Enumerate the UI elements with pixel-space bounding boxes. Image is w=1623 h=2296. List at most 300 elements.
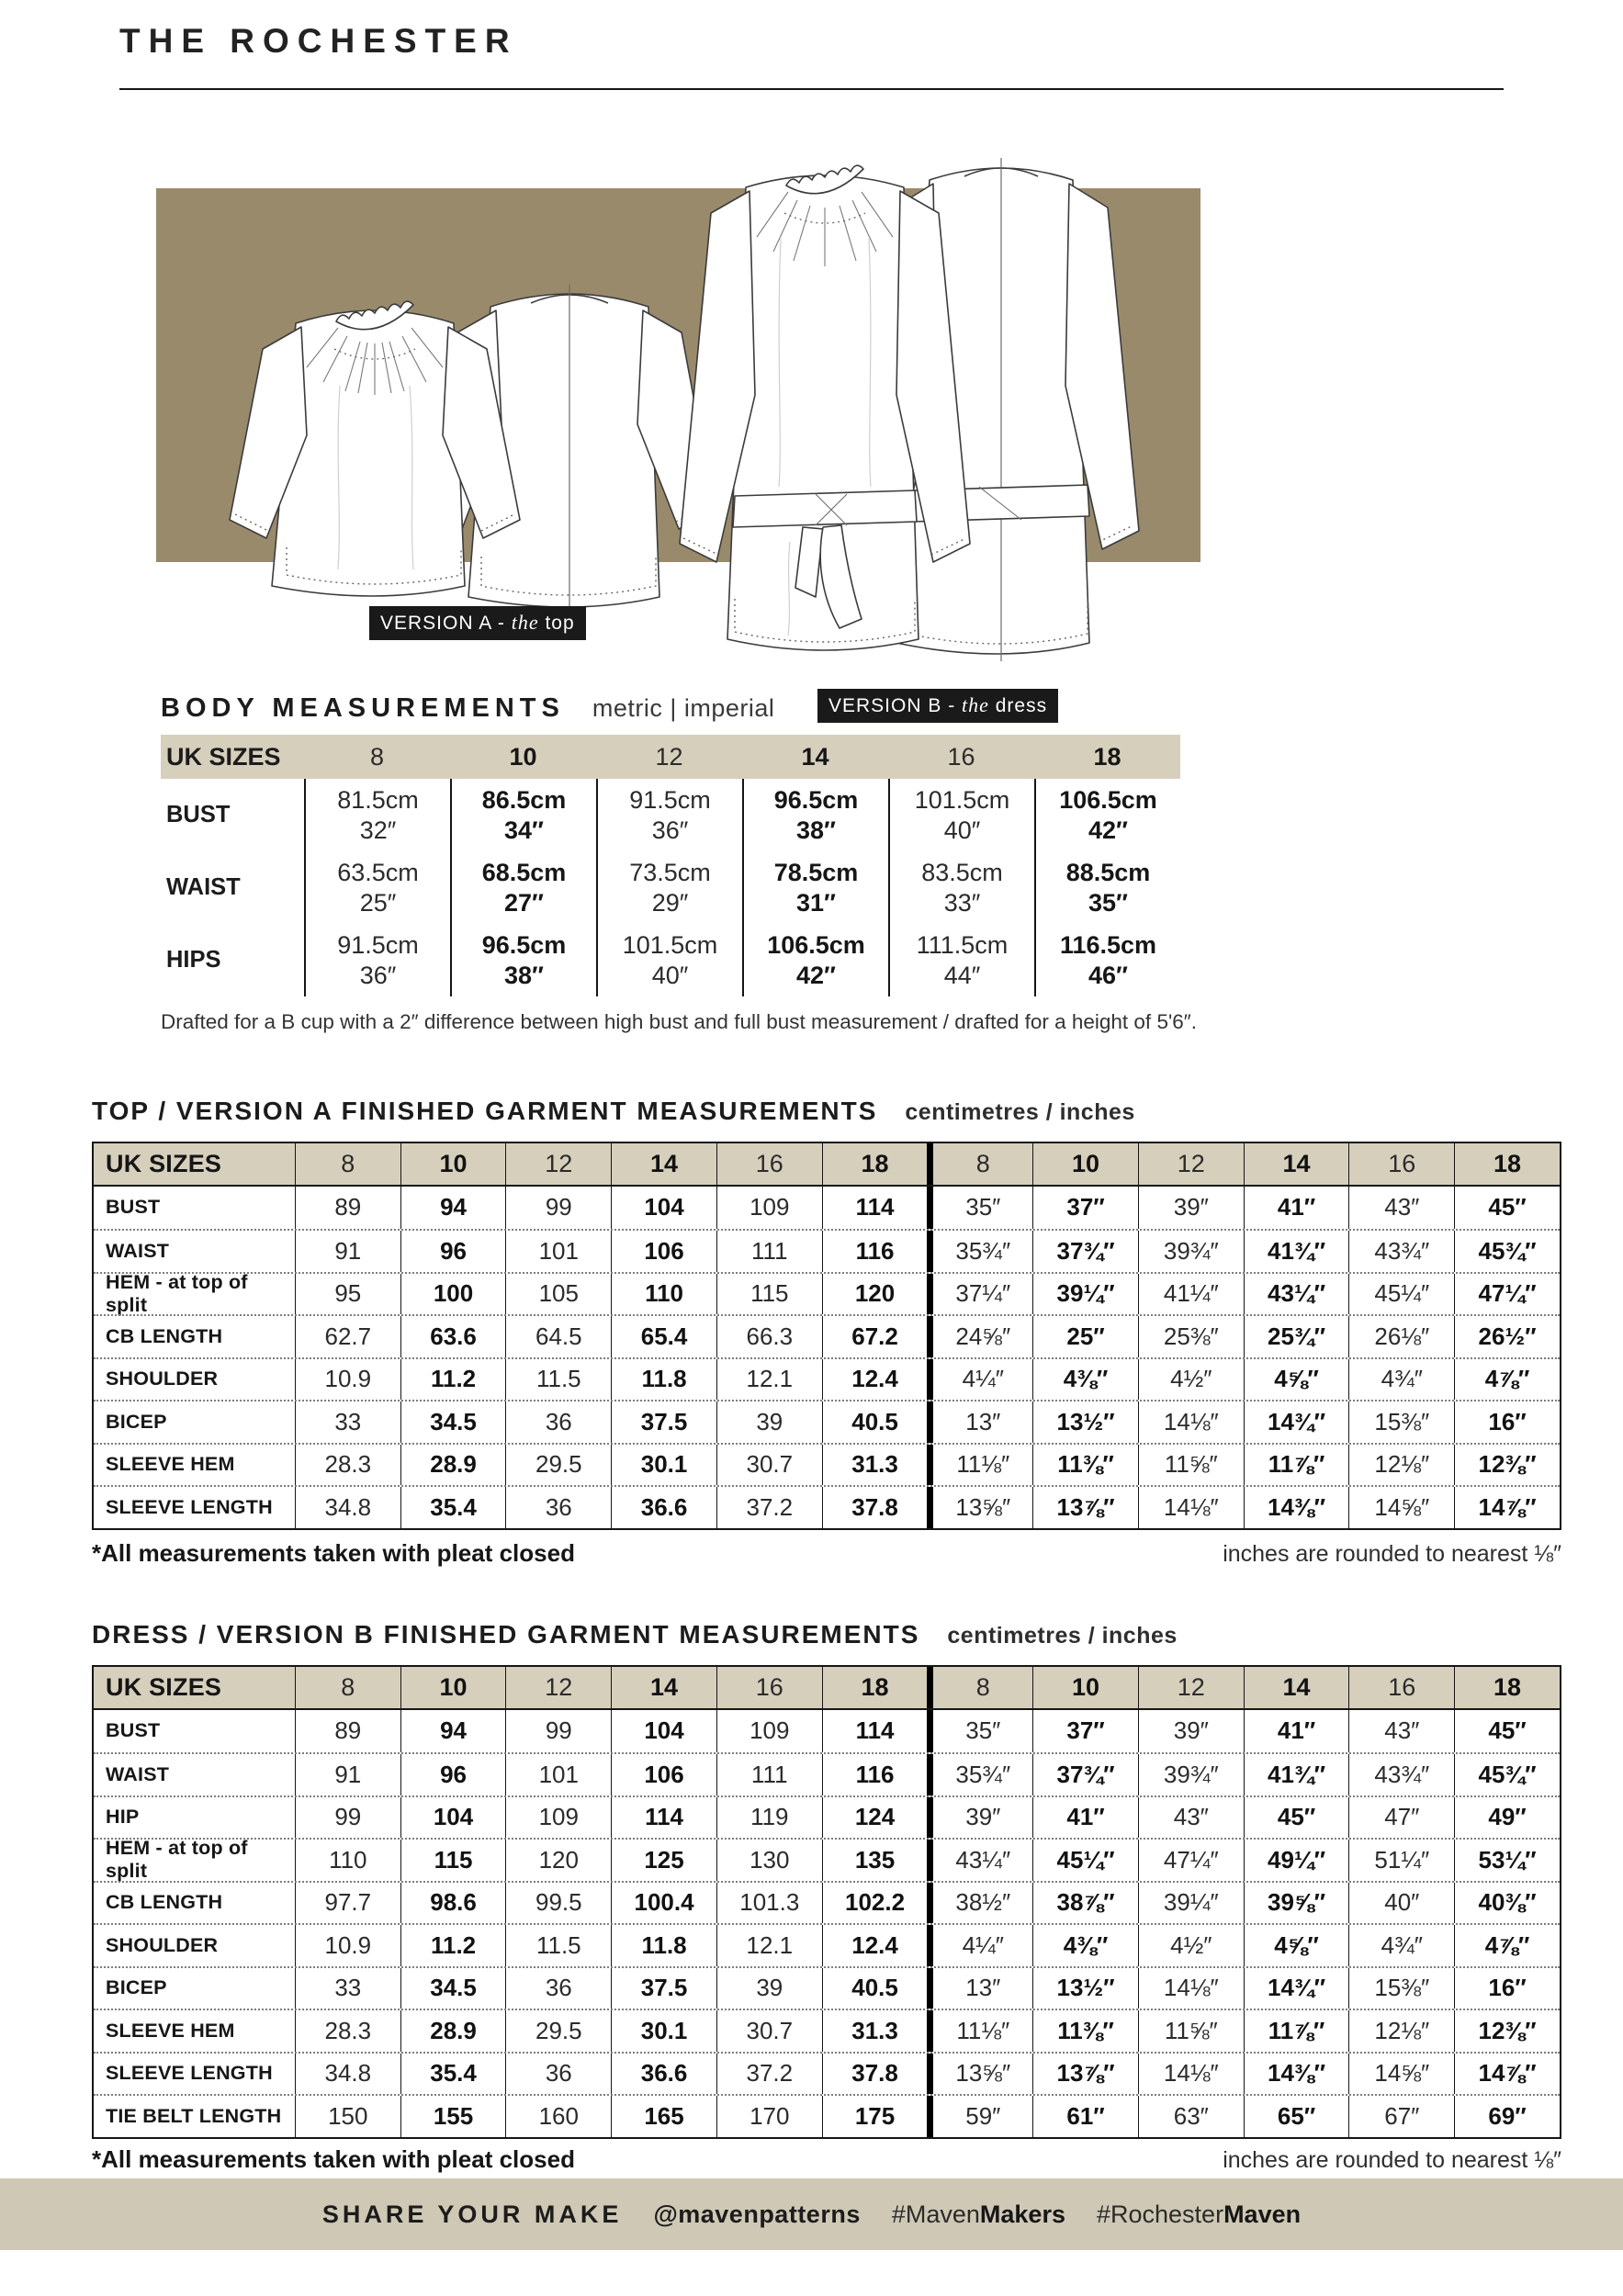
version-b-prefix: VERSION B - (828, 695, 963, 716)
value-cell: 14⅛″ (1138, 1487, 1244, 1528)
dress-table-footnote-left: *All measurements taken with pleat closed (92, 2145, 575, 2173)
value-cell: 16″ (1454, 1401, 1560, 1443)
value-cell: 160 (505, 2096, 611, 2137)
value-cell: 65.4 (611, 1316, 716, 1357)
value-cell: 109 (716, 1710, 822, 1753)
row-label: HIPS (166, 947, 221, 973)
size-header-cell: 12 (505, 1143, 611, 1185)
value-cell: 36 (505, 1401, 611, 1443)
value-cell: 34.5 (400, 1968, 506, 2009)
value-cell: 37″ (1032, 1710, 1138, 1753)
dress-garment-table (92, 1665, 1561, 2139)
sizes-label: UK SIZES (106, 1672, 222, 1701)
size-header-cell: 10 (400, 1143, 506, 1185)
value-cell (742, 924, 888, 996)
value-cell (450, 924, 596, 996)
value-cell: 30.7 (716, 1445, 822, 1486)
value-cell: 114 (822, 1187, 928, 1230)
table-row (94, 1881, 1560, 1924)
value-cell: 49¼″ (1244, 1840, 1349, 1881)
top-table-units: centimetres / inches (905, 1099, 1135, 1125)
size-header-cell: 12 (655, 742, 683, 771)
table-row (94, 1357, 1560, 1401)
value-cell: 13⅞″ (1032, 2054, 1138, 2095)
value-cell: 36.6 (611, 1487, 716, 1528)
value-cell: 41¾″ (1244, 1754, 1349, 1795)
share-your-make-label: SHARE YOUR MAKE (321, 2200, 623, 2228)
value-cell: 39¾″ (1138, 1231, 1244, 1272)
value-cell: 26⅛″ (1348, 1316, 1454, 1357)
size-header-cell: 10 (400, 1667, 506, 1708)
value-cell: 14⅝″ (1348, 1487, 1454, 1528)
value-cell: 39″ (927, 1797, 1032, 1839)
value-cell: 16″ (1454, 1968, 1560, 2009)
size-header-cell: 18 (1454, 1667, 1560, 1708)
value-cell: 12⅜″ (1454, 2010, 1560, 2052)
dress-table-title: DRESS / VERSION B FINISHED GARMENT MEASUREMENTS (92, 1620, 920, 1649)
value-cell: 41¼″ (1138, 1274, 1244, 1315)
value-cell: 106 (611, 1754, 716, 1795)
value-cell: 11.2 (400, 1925, 506, 1966)
value-cell: 110 (295, 1840, 400, 1881)
value-cell: 41″ (1032, 1797, 1138, 1839)
value-cell: 14⅞″ (1454, 2054, 1560, 2095)
value-cell: 4⅝″ (1244, 1925, 1349, 1966)
table-row (94, 1795, 1560, 1839)
value-cell: 4⅞″ (1454, 1359, 1560, 1401)
value-cell: 100 (400, 1274, 506, 1315)
value-cell: 12⅜″ (1454, 1445, 1560, 1486)
version-b-suffix: dress (988, 695, 1048, 716)
value-cell (1034, 851, 1180, 924)
value-cell: 11.5 (505, 1359, 611, 1401)
imperial-value: 29″ (651, 888, 689, 917)
value-cell: 36 (505, 1487, 611, 1528)
value-cell: 12.1 (716, 1925, 822, 1966)
value-cell: 101 (505, 1754, 611, 1795)
value-cell: 96 (400, 1754, 506, 1795)
value-cell: 109 (505, 1797, 611, 1839)
value-cell (304, 779, 450, 851)
value-cell: 28.9 (400, 1445, 506, 1486)
metric-value: 116.5cm (1059, 930, 1157, 959)
value-cell: 40″ (1348, 1883, 1454, 1924)
value-cell: 99 (505, 1187, 611, 1230)
dress-table-footnote-right: inches are rounded to nearest ⅛″ (1223, 2147, 1561, 2173)
value-cell: 64.5 (505, 1316, 611, 1357)
value-cell: 13⅝″ (927, 2054, 1032, 2095)
hashtag2-bold: Maven (1223, 2200, 1302, 2228)
value-cell: 49″ (1454, 1797, 1560, 1839)
value-cell: 30.7 (716, 2010, 822, 2052)
value-cell: 4¼″ (927, 1359, 1032, 1401)
value-cell: 13⅝″ (927, 1487, 1032, 1528)
metric-value: 73.5cm (629, 858, 711, 886)
value-cell: 125 (611, 1840, 716, 1881)
row-label: SHOULDER (106, 1933, 219, 1956)
value-cell: 37″ (1032, 1187, 1138, 1230)
value-cell (888, 851, 1034, 924)
value-cell (742, 779, 888, 851)
value-cell: 47¼″ (1138, 1840, 1244, 1881)
value-cell: 89 (295, 1710, 400, 1753)
value-cell: 13″ (927, 1401, 1032, 1443)
imperial-value: 31″ (796, 888, 836, 917)
size-header-cell: 14 (1244, 1667, 1349, 1708)
size-header-cell: 16 (716, 1667, 822, 1708)
value-cell: 135 (822, 1840, 928, 1881)
top-garment-table (92, 1142, 1561, 1530)
value-cell: 45¾″ (1454, 1231, 1560, 1272)
value-cell: 39¼″ (1032, 1274, 1138, 1315)
value-cell: 102.2 (822, 1883, 928, 1924)
value-cell: 94 (400, 1710, 506, 1753)
metric-value: 68.5cm (481, 858, 567, 886)
value-cell: 39 (716, 1401, 822, 1443)
value-cell: 38½″ (927, 1883, 1032, 1924)
value-cell: 36.6 (611, 2054, 716, 2095)
value-cell: 43¾″ (1348, 1754, 1454, 1795)
table-row (161, 851, 1180, 924)
value-cell: 37.5 (611, 1401, 716, 1443)
table-header-row (94, 1143, 1560, 1187)
value-cell: 35.4 (400, 1487, 506, 1528)
row-label: SLEEVE LENGTH (106, 1495, 273, 1518)
metric-value: 88.5cm (1065, 858, 1151, 886)
value-cell: 99 (295, 1797, 400, 1839)
value-cell (1034, 779, 1180, 851)
table-row (94, 1966, 1560, 2009)
value-cell: 45¾″ (1454, 1754, 1560, 1795)
value-cell: 13½″ (1032, 1401, 1138, 1443)
value-cell: 105 (505, 1274, 611, 1315)
value-cell: 43″ (1138, 1797, 1244, 1839)
row-label: BUST (166, 802, 231, 827)
hashtag-mavenmakers (892, 2200, 1065, 2229)
value-cell: 14⅛″ (1138, 1401, 1244, 1443)
value-cell: 33 (295, 1401, 400, 1443)
value-cell: 130 (716, 1840, 822, 1881)
value-cell: 53¼″ (1454, 1840, 1560, 1881)
metric-value: 106.5cm (767, 930, 865, 959)
value-cell: 111 (716, 1231, 822, 1272)
size-header-cell: 8 (295, 1667, 400, 1708)
imperial-value: 34″ (504, 816, 544, 844)
value-cell (596, 851, 742, 924)
hashtag-rochestermaven (1097, 2200, 1301, 2229)
value-cell: 11.8 (611, 1925, 716, 1966)
value-cell: 91 (295, 1754, 400, 1795)
row-label: WAIST (106, 1239, 170, 1262)
body-measurements-heading (161, 693, 774, 724)
table-row (94, 1485, 1560, 1528)
row-label: SLEEVE HEM (106, 2019, 235, 2042)
value-cell (742, 851, 888, 924)
value-cell: 62.7 (295, 1316, 400, 1357)
value-cell: 94 (400, 1187, 506, 1230)
size-header-cell: 14 (1244, 1143, 1349, 1185)
size-header-cell: 18 (822, 1143, 928, 1185)
value-cell: 28.9 (400, 2010, 506, 2052)
hashtag1-light: #Maven (891, 2200, 980, 2228)
size-header-cell: 10 (1032, 1667, 1138, 1708)
row-label: BICEP (106, 1410, 167, 1433)
value-cell: 40.5 (822, 1968, 928, 2009)
value-cell: 104 (611, 1187, 716, 1230)
imperial-value: 40″ (651, 961, 689, 989)
value-cell: 12⅛″ (1348, 1445, 1454, 1486)
body-measurements-title: BODY MEASUREMENTS (161, 693, 565, 723)
row-label: CB LENGTH (106, 1324, 223, 1347)
value-cell: 35.4 (400, 2054, 506, 2095)
value-cell: 11⅞″ (1244, 1445, 1349, 1486)
version-a-the: the (511, 611, 539, 634)
row-label: SHOULDER (106, 1367, 219, 1390)
version-a-prefix: VERSION A - (380, 613, 512, 634)
value-cell: 38⅞″ (1032, 1883, 1138, 1924)
value-cell: 37.2 (716, 2054, 822, 2095)
value-cell: 11⅛″ (927, 1445, 1032, 1486)
value-cell: 34.8 (295, 1487, 400, 1528)
size-header-cell: 8 (295, 1143, 400, 1185)
imperial-value: 42″ (1088, 816, 1128, 844)
value-cell: 120 (505, 1840, 611, 1881)
value-cell: 43¾″ (1348, 1231, 1454, 1272)
value-cell (304, 924, 450, 996)
value-cell: 14⅛″ (1138, 1968, 1244, 2009)
value-cell: 99 (505, 1710, 611, 1753)
value-cell: 35¾″ (927, 1754, 1032, 1795)
row-label: BUST (106, 1719, 161, 1742)
value-cell: 165 (611, 2096, 716, 2137)
table-row (94, 1838, 1560, 1881)
value-cell: 14⅜″ (1244, 1487, 1349, 1528)
value-cell: 66.3 (716, 1316, 822, 1357)
imperial-value: 36″ (359, 961, 397, 989)
row-label: WAIST (106, 1762, 170, 1785)
value-cell: 4½″ (1138, 1925, 1244, 1966)
value-cell: 4¾″ (1348, 1359, 1454, 1401)
value-cell: 26½″ (1454, 1316, 1560, 1357)
value-cell: 14¾″ (1244, 1401, 1349, 1443)
value-cell: 11⅞″ (1244, 2010, 1349, 2052)
imperial-value: 42″ (796, 961, 836, 989)
row-label: HIP (106, 1806, 140, 1829)
size-header-cell: 18 (1093, 742, 1121, 771)
value-cell: 37¼″ (927, 1274, 1032, 1315)
value-cell: 34.5 (400, 1401, 506, 1443)
size-header-cell: 12 (505, 1667, 611, 1708)
value-cell: 65″ (1244, 2096, 1349, 2137)
value-cell: 110 (611, 1274, 716, 1315)
value-cell: 37¾″ (1032, 1231, 1138, 1272)
table-row (94, 1272, 1560, 1315)
row-label: CB LENGTH (106, 1891, 223, 1914)
size-header-cell: 12 (1138, 1667, 1244, 1708)
metric-value: 91.5cm (337, 930, 419, 959)
value-cell: 15⅜″ (1348, 1968, 1454, 2009)
value-cell: 30.1 (611, 1445, 716, 1486)
value-cell: 11.2 (400, 1359, 506, 1401)
value-cell: 13½″ (1032, 1968, 1138, 2009)
value-cell: 45¼″ (1032, 1840, 1138, 1881)
value-cell: 36 (505, 1968, 611, 2009)
value-cell: 11⅜″ (1032, 1445, 1138, 1486)
value-cell: 36 (505, 2054, 611, 2095)
metric-value: 101.5cm (622, 930, 718, 959)
dress-table-units: centimetres / inches (947, 1623, 1178, 1649)
value-cell: 45″ (1244, 1797, 1349, 1839)
metric-value: 91.5cm (629, 785, 711, 814)
value-cell: 69″ (1454, 2096, 1560, 2137)
value-cell: 30.1 (611, 2010, 716, 2052)
top-table-footnote-right: inches are rounded to nearest ⅛″ (1223, 1541, 1561, 1567)
value-cell: 14¾″ (1244, 1968, 1349, 2009)
version-b-label (817, 689, 1058, 723)
metric-value: 106.5cm (1059, 785, 1157, 814)
size-header-cell: 10 (1032, 1143, 1138, 1185)
size-header-cell: 14 (611, 1143, 716, 1185)
imperial-value: 32″ (359, 816, 397, 844)
table-header-row (94, 1667, 1560, 1710)
value-cell: 11⅝″ (1138, 2010, 1244, 2052)
value-cell: 115 (716, 1274, 822, 1315)
value-cell: 4¾″ (1348, 1925, 1454, 1966)
value-cell: 35″ (927, 1710, 1032, 1753)
row-label: HEM - at top of split (106, 1837, 248, 1883)
footer-bar (0, 2178, 1623, 2250)
value-cell: 4⅞″ (1454, 1925, 1560, 1966)
value-cell: 40⅜″ (1454, 1883, 1560, 1924)
value-cell (1034, 924, 1180, 996)
value-cell: 11⅛″ (927, 2010, 1032, 2052)
value-cell: 63.6 (400, 1316, 506, 1357)
metric-value: 111.5cm (916, 930, 1009, 959)
table-row (94, 1229, 1560, 1272)
value-cell: 25″ (1032, 1316, 1138, 1357)
imperial-value: 27″ (504, 888, 544, 917)
hashtag1-bold: Makers (979, 2200, 1065, 2228)
size-header-cell: 18 (822, 1667, 928, 1708)
value-cell: 37.8 (822, 2054, 928, 2095)
imperial-value: 38″ (796, 816, 836, 844)
value-cell: 24⅝″ (927, 1316, 1032, 1357)
value-cell: 33 (295, 1968, 400, 2009)
value-cell: 39¼″ (1138, 1883, 1244, 1924)
version-b-the: the (962, 693, 989, 716)
table-row (94, 1710, 1560, 1753)
value-cell: 106 (611, 1231, 716, 1272)
value-cell: 14⅝″ (1348, 2054, 1454, 2095)
value-cell: 4¼″ (927, 1925, 1032, 1966)
value-cell: 34.8 (295, 2054, 400, 2095)
value-cell (304, 851, 450, 924)
row-label: SLEEVE HEM (106, 1453, 235, 1476)
value-cell: 47″ (1348, 1797, 1454, 1839)
value-cell: 11.8 (611, 1359, 716, 1401)
value-cell: 104 (611, 1710, 716, 1753)
size-header-cell: 16 (1348, 1667, 1454, 1708)
value-cell: 37.5 (611, 1968, 716, 2009)
value-cell (596, 924, 742, 996)
metric-value: 81.5cm (337, 785, 419, 814)
value-cell: 116 (822, 1231, 928, 1272)
value-cell: 39″ (1138, 1710, 1244, 1753)
value-cell: 99.5 (505, 1883, 611, 1924)
value-cell: 13⅞″ (1032, 1487, 1138, 1528)
value-cell: 29.5 (505, 1445, 611, 1486)
value-cell: 111 (716, 1754, 822, 1795)
value-cell: 14⅞″ (1454, 1487, 1560, 1528)
value-cell: 96 (400, 1231, 506, 1272)
metric-value: 96.5cm (773, 785, 859, 814)
value-cell: 31.3 (822, 2010, 928, 2052)
value-cell (888, 779, 1034, 851)
row-label: BUST (106, 1196, 161, 1219)
value-cell: 12.4 (822, 1359, 928, 1401)
garment-illustration (0, 0, 1623, 698)
value-cell: 170 (716, 2096, 822, 2137)
value-cell: 59″ (927, 2096, 1032, 2137)
value-cell: 29.5 (505, 2010, 611, 2052)
row-label: HEM - at top of split (106, 1270, 248, 1316)
top-table-title: TOP / VERSION A FINISHED GARMENT MEASUREMENTS (92, 1097, 878, 1125)
row-label: BICEP (106, 1976, 167, 1999)
value-cell: 13″ (927, 1968, 1032, 2009)
page-title: THE ROCHESTER (119, 22, 518, 60)
table-row (94, 2052, 1560, 2095)
value-cell: 61″ (1032, 2096, 1138, 2137)
value-cell: 25⅜″ (1138, 1316, 1244, 1357)
value-cell: 14⅜″ (1244, 2054, 1349, 2095)
value-cell: 4½″ (1138, 1359, 1244, 1401)
value-cell: 45″ (1454, 1187, 1560, 1230)
sizes-label: UK SIZES (106, 1149, 222, 1177)
value-cell: 101 (505, 1231, 611, 1272)
row-label: WAIST (166, 874, 241, 900)
table-row (94, 1314, 1560, 1357)
table-row (94, 2009, 1560, 2052)
sizes-label: UK SIZES (166, 742, 281, 771)
value-cell: 40.5 (822, 1401, 928, 1443)
size-header-cell: 12 (1138, 1143, 1244, 1185)
value-cell: 51¼″ (1348, 1840, 1454, 1881)
value-cell (596, 779, 742, 851)
value-cell: 45″ (1454, 1710, 1560, 1753)
value-cell: 12.4 (822, 1925, 928, 1966)
value-cell: 15⅜″ (1348, 1401, 1454, 1443)
value-cell: 4⅜″ (1032, 1359, 1138, 1401)
metric-value: 86.5cm (481, 785, 567, 814)
value-cell: 39⅝″ (1244, 1883, 1349, 1924)
value-cell: 41″ (1244, 1187, 1349, 1230)
body-measurements-table (161, 735, 1180, 996)
value-cell: 119 (716, 1797, 822, 1839)
value-cell (450, 779, 596, 851)
row-label: SLEEVE LENGTH (106, 2062, 273, 2085)
value-cell: 28.3 (295, 2010, 400, 2052)
value-cell: 14⅛″ (1138, 2054, 1244, 2095)
size-header-cell: 18 (1454, 1143, 1560, 1185)
top-table-footnote-left: *All measurements taken with pleat closed (92, 1539, 575, 1567)
top-table-heading (92, 1097, 1135, 1126)
table-row (161, 924, 1180, 996)
size-header-cell: 16 (716, 1143, 822, 1185)
value-cell: 12.1 (716, 1359, 822, 1401)
value-cell: 67.2 (822, 1316, 928, 1357)
body-measurements-footnote: Drafted for a B cup with a 2″ difference between high bust and full bust measurement / drafted for a height of 5'6″. (161, 1010, 1197, 1033)
value-cell: 10.9 (295, 1925, 400, 1966)
